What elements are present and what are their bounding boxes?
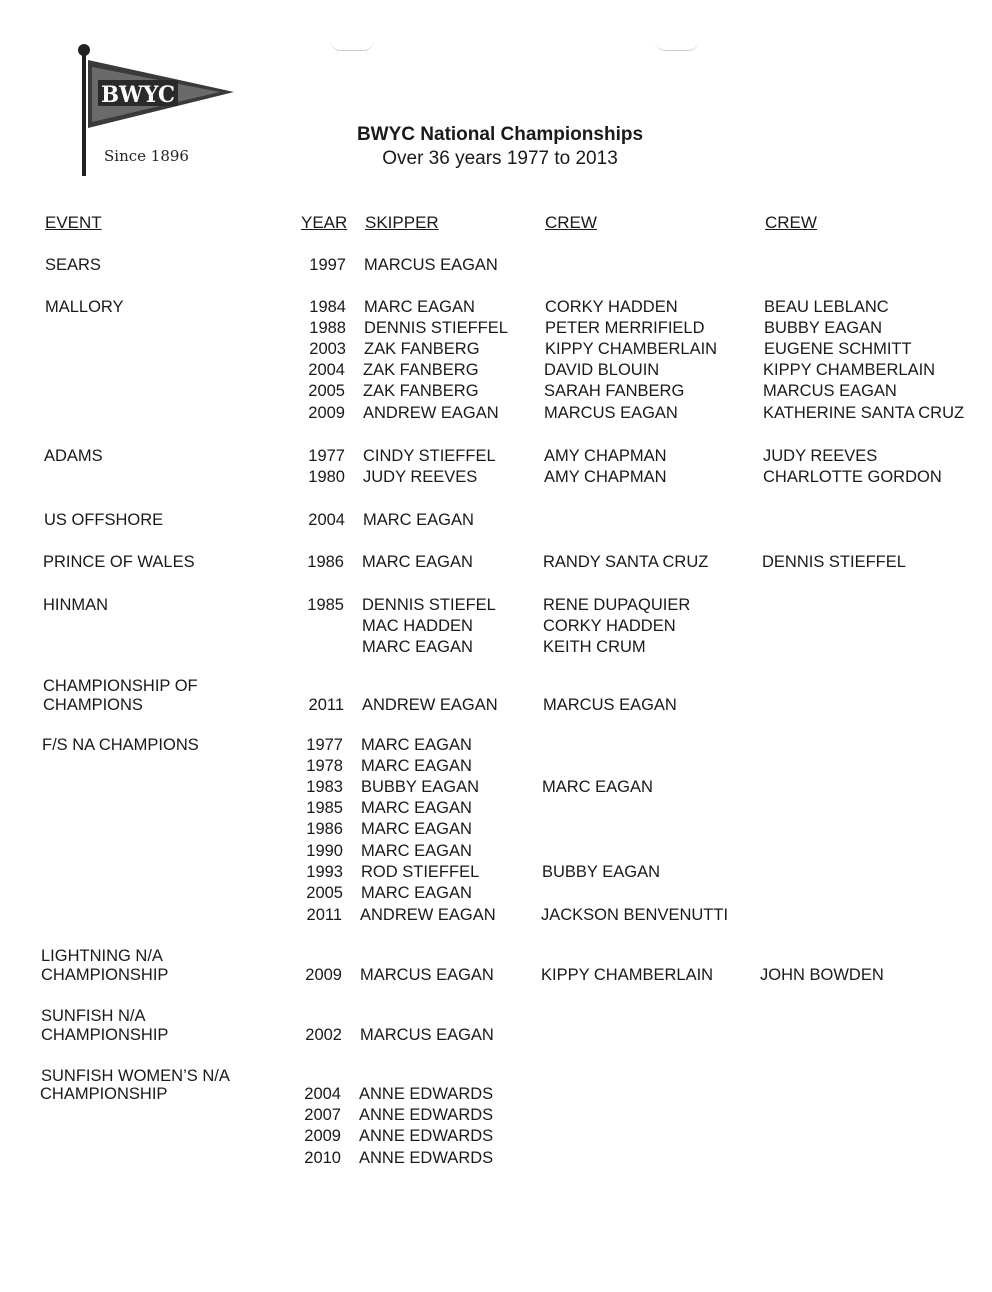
page-title: BWYC National Championships bbox=[356, 124, 644, 145]
row-event: CHAMPIONSHIP bbox=[40, 1085, 168, 1103]
row-year: 1983 bbox=[306, 778, 343, 796]
row-crew: RANDY SANTA CRUZ bbox=[543, 553, 709, 571]
row-crew: KIPPY CHAMBERLAIN bbox=[545, 340, 718, 358]
row-skipper: ANNE EDWARDS bbox=[359, 1149, 494, 1167]
row-skipper: ANDREW EAGAN bbox=[360, 906, 496, 924]
row-skipper: ANDREW EAGAN bbox=[363, 404, 499, 422]
row-event: F/S NA CHAMPIONS bbox=[42, 736, 199, 754]
row-skipper: DENNIS STIEFEL bbox=[362, 596, 496, 614]
row-crew: PETER MERRIFIELD bbox=[545, 319, 705, 337]
row-year: 2009 bbox=[308, 404, 345, 422]
row-event: LIGHTNING N/A bbox=[41, 947, 163, 965]
row-skipper: ZAK FANBERG bbox=[363, 361, 479, 379]
row-skipper: ANDREW EAGAN bbox=[362, 696, 498, 714]
column-header-crew: CREW bbox=[545, 213, 597, 232]
row-year: 1977 bbox=[308, 447, 345, 465]
row-skipper: MARCUS EAGAN bbox=[364, 256, 498, 274]
row-year: 2011 bbox=[306, 906, 342, 924]
row-year: 2009 bbox=[305, 966, 342, 984]
row-skipper: MARC EAGAN bbox=[361, 884, 472, 902]
row-crew-2: CHARLOTTE GORDON bbox=[763, 468, 942, 486]
row-event: CHAMPIONSHIP OF bbox=[43, 677, 198, 695]
row-crew-2: DENNIS STIEFFEL bbox=[762, 553, 906, 571]
row-year: 2010 bbox=[304, 1149, 341, 1167]
row-year: 1985 bbox=[306, 799, 343, 817]
row-year: 1977 bbox=[306, 736, 343, 754]
row-crew-2: MARCUS EAGAN bbox=[763, 382, 897, 400]
row-year: 1984 bbox=[309, 298, 346, 316]
row-event: SEARS bbox=[45, 256, 101, 274]
row-crew: DAVID BLOUIN bbox=[544, 361, 660, 379]
column-header-skipper: SKIPPER bbox=[365, 213, 439, 232]
row-skipper: JUDY REEVES bbox=[363, 468, 478, 486]
row-year: 1990 bbox=[306, 842, 343, 860]
row-skipper: MARC EAGAN bbox=[363, 511, 474, 529]
row-event: HINMAN bbox=[43, 596, 109, 614]
row-skipper: ANNE EDWARDS bbox=[359, 1127, 494, 1145]
row-skipper: MARC EAGAN bbox=[361, 842, 472, 860]
row-skipper: DENNIS STIEFFEL bbox=[364, 319, 508, 337]
binder-hole-mark-right bbox=[655, 40, 699, 51]
row-crew-2: BEAU LEBLANC bbox=[764, 298, 889, 316]
row-crew: CORKY HADDEN bbox=[545, 298, 678, 316]
row-crew: CORKY HADDEN bbox=[543, 617, 676, 635]
row-skipper: ANNE EDWARDS bbox=[359, 1085, 494, 1103]
row-crew-2: BUBBY EAGAN bbox=[764, 319, 882, 337]
row-event: CHAMPIONSHIP bbox=[41, 1026, 169, 1044]
column-header-event: EVENT bbox=[45, 213, 102, 232]
row-event: CHAMPIONSHIP bbox=[41, 966, 169, 984]
row-year: 2003 bbox=[309, 340, 346, 358]
row-skipper: MARC EAGAN bbox=[362, 553, 473, 571]
row-skipper: ANNE EDWARDS bbox=[359, 1106, 494, 1124]
row-skipper: MARCUS EAGAN bbox=[360, 966, 494, 984]
row-year: 1980 bbox=[308, 468, 345, 486]
row-year: 1986 bbox=[307, 553, 344, 571]
row-event: CHAMPIONS bbox=[43, 696, 143, 714]
row-skipper: ZAK FANBERG bbox=[364, 340, 480, 358]
row-crew: SARAH FANBERG bbox=[544, 382, 685, 400]
column-header-crew-2: CREW bbox=[765, 213, 817, 232]
row-skipper: MARCUS EAGAN bbox=[360, 1026, 494, 1044]
row-event: US OFFSHORE bbox=[44, 511, 164, 529]
row-year: 2005 bbox=[306, 884, 343, 902]
row-crew: BUBBY EAGAN bbox=[542, 863, 660, 881]
row-year: 2002 bbox=[305, 1026, 342, 1044]
row-year: 1993 bbox=[306, 863, 343, 881]
row-year: 1985 bbox=[307, 596, 344, 614]
row-year: 1988 bbox=[309, 319, 346, 337]
logo-since-text: Since 1896 bbox=[104, 147, 189, 165]
row-crew: AMY CHAPMAN bbox=[544, 447, 667, 465]
row-crew: MARCUS EAGAN bbox=[544, 404, 678, 422]
row-skipper: MARC EAGAN bbox=[361, 799, 472, 817]
row-year: 2004 bbox=[308, 361, 345, 379]
row-crew: MARCUS EAGAN bbox=[543, 696, 677, 714]
row-year: 2005 bbox=[308, 382, 345, 400]
page-subtitle: Over 36 years 1977 to 2013 bbox=[382, 148, 618, 169]
row-skipper: MARC EAGAN bbox=[362, 638, 473, 656]
row-skipper: MARC EAGAN bbox=[364, 298, 475, 316]
row-year: 2004 bbox=[308, 511, 345, 529]
row-year: 1997 bbox=[309, 256, 346, 274]
row-crew-2: JOHN BOWDEN bbox=[760, 966, 884, 984]
row-crew: RENE DUPAQUIER bbox=[543, 596, 691, 614]
row-year: 1986 bbox=[306, 820, 343, 838]
row-skipper: ZAK FANBERG bbox=[363, 382, 479, 400]
row-crew-2: KIPPY CHAMBERLAIN bbox=[763, 361, 936, 379]
row-crew: JACKSON BENVENUTTI bbox=[541, 906, 729, 924]
row-year: 2009 bbox=[304, 1127, 341, 1145]
row-crew: MARC EAGAN bbox=[542, 778, 653, 796]
row-event: PRINCE OF WALES bbox=[43, 553, 195, 571]
row-crew-2: JUDY REEVES bbox=[763, 447, 878, 465]
column-header-year: YEAR bbox=[301, 213, 348, 232]
row-skipper: ROD STIEFFEL bbox=[361, 863, 480, 881]
row-skipper: MARC EAGAN bbox=[361, 757, 472, 775]
row-crew-2: KATHERINE SANTA CRUZ bbox=[763, 404, 965, 422]
row-crew: KEITH CRUM bbox=[543, 638, 646, 656]
row-year: 2007 bbox=[304, 1106, 341, 1124]
row-event: MALLORY bbox=[45, 298, 124, 316]
row-event: ADAMS bbox=[44, 447, 103, 465]
row-crew: AMY CHAPMAN bbox=[544, 468, 667, 486]
row-crew: KIPPY CHAMBERLAIN bbox=[541, 966, 714, 984]
row-skipper: MAC HADDEN bbox=[362, 617, 473, 635]
binder-hole-mark-left bbox=[330, 40, 374, 51]
row-skipper: MARC EAGAN bbox=[361, 820, 472, 838]
row-skipper: CINDY STIEFFEL bbox=[363, 447, 496, 465]
row-event: SUNFISH N/A bbox=[41, 1007, 146, 1025]
row-crew-2: EUGENE SCHMITT bbox=[764, 340, 912, 358]
row-event: SUNFISH WOMEN’S N/A bbox=[41, 1067, 230, 1085]
row-year: 2004 bbox=[304, 1085, 341, 1103]
row-year: 1978 bbox=[306, 757, 343, 775]
row-skipper: MARC EAGAN bbox=[361, 736, 472, 754]
row-skipper: BUBBY EAGAN bbox=[361, 778, 479, 796]
logo-text: BWYC bbox=[101, 82, 175, 108]
row-year: 2011 bbox=[308, 696, 344, 714]
